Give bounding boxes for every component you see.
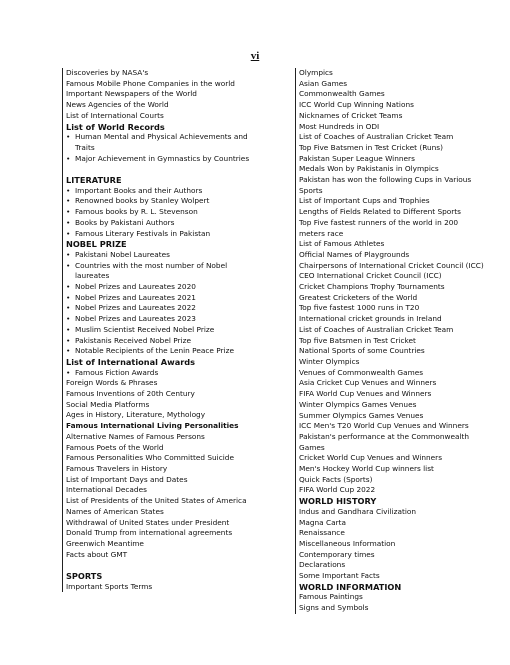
toc-entry: Venues of Commonwealth Games (299, 367, 424, 377)
page-number: vi (250, 50, 260, 62)
toc-entry: Names of American States (66, 506, 164, 516)
toc-entry: ICC World Cup Winning Nations (299, 100, 414, 110)
toc-entry: Donald Trump from international agreements (66, 528, 233, 538)
toc-bullet-entry: • Nobel Prizes and Laureates 2022 (66, 303, 280, 314)
section-heading: LITERATURE (66, 175, 122, 186)
toc-entry: Top five Batsmen in Test Cricket (299, 335, 416, 345)
toc-entry: Pakistan has won the following Cups in Various (299, 175, 472, 185)
toc-entry: News Agencies of the World (66, 100, 169, 110)
toc-entry: Miscellaneous Information (299, 538, 396, 548)
toc-entry: List of International Courts (66, 110, 164, 120)
toc-bullet-entry: • Renowned books by Stanley Wolpert (66, 196, 280, 207)
toc-entry: Famous Poets of the World (66, 442, 164, 452)
toc-entry: International cricket grounds in Ireland (299, 314, 442, 324)
toc-entry: International Decades (66, 485, 147, 495)
section-heading: NOBEL PRIZE (66, 239, 127, 250)
left-column (62, 68, 280, 592)
toc-entry: Asian Games (299, 78, 348, 88)
toc-entry: Withdrawal of United States under President (66, 517, 230, 527)
toc-entry: Quick Facts (Sports) (299, 474, 373, 484)
toc-entry: Lengths of Fields Related to Different Sports (299, 207, 462, 217)
spacer (66, 164, 280, 175)
toc-bullet-entry: • Pakistani Nobel Laureates (66, 250, 280, 261)
toc-entry: Important Sports Terms (66, 581, 153, 591)
toc-entry: Contemporary times (299, 549, 375, 559)
toc-entry: Summer Olympics Games Venues (299, 410, 424, 420)
toc-entry: Discoveries by NASA's (66, 68, 149, 77)
toc-entry: Top five fastest 1000 runs in T20 (299, 303, 420, 313)
section-heading: List of World Records (66, 121, 165, 132)
toc-bullet-entry: • Nobel Prizes and Laureates 2020 (66, 282, 280, 293)
toc-entry: Famous Personalities Who Committed Suicide (66, 453, 234, 463)
toc-entry: List of Presidents of the United States of America (66, 496, 247, 506)
toc-bullet-entry: • Famous books by R. L. Stevenson (66, 207, 280, 218)
toc-entry: Famous Paintings (299, 592, 363, 602)
toc-bullet-entry: • Countries with the most number of Nobel (66, 261, 280, 272)
toc-bullet-entry: • Notable Recipients of the Lenin Peace Prize (66, 346, 280, 357)
toc-entry: Greenwich Meantime (66, 538, 144, 548)
toc-entry: List of Coaches of Australian Cricket Team (299, 324, 454, 334)
toc-entry: FIFA World Cup 2022 (299, 485, 376, 495)
toc-entry: Pakistan Super League Winners (299, 153, 415, 163)
toc-entry: Olympics (299, 68, 333, 77)
toc-entry: Winter Olympics (299, 356, 360, 366)
toc-entry: Declarations (299, 560, 346, 570)
toc-entry: Social Media Platforms (66, 399, 150, 409)
toc-entry: ICC Men's T20 World Cup Venues and Winners (299, 421, 469, 431)
section-heading: WORLD HISTORY (299, 496, 377, 507)
toc-entry: Commonwealth Games (299, 89, 385, 99)
toc-entry: Greatest Cricketers of the World (299, 292, 418, 302)
section-heading: List of International Awards (66, 356, 195, 367)
toc-entry: Famous Inventions of 20th Century (66, 389, 195, 399)
toc-bullet-entry: • Important Books and their Authors (66, 186, 280, 197)
toc-entry: Important Newspapers of the World (66, 89, 197, 99)
toc-bullet-entry: • Famous Literary Festivals in Pakistan (66, 229, 280, 240)
toc-entry-continuation: Traits (75, 142, 95, 152)
toc-entry: Pakistan's performance at the Commonwealth (299, 431, 470, 441)
toc-entry: Famous International Living Personalities (66, 421, 239, 431)
toc-entry: Ages in History, Literature, Mythology (66, 410, 206, 420)
toc-entry: FIFA World Cup Venues and Winners (299, 389, 432, 399)
toc-entry: CEO International Cricket Council (ICC) (299, 271, 442, 281)
toc-entry: Games (299, 442, 325, 452)
toc-entry: Famous Mobile Phone Companies in the world (66, 78, 235, 88)
toc-entry: List of Important Cups and Trophies (299, 196, 430, 206)
toc-entry: Most Hundreds in ODI (299, 121, 380, 131)
toc-entry: List of Important Days and Dates (66, 474, 188, 484)
toc-entry: meters race (299, 228, 344, 238)
toc-bullet-entry: • Books by Pakistani Authors (66, 218, 280, 229)
toc-entry: Medals Won by Pakistanis in Olympics (299, 164, 439, 174)
toc-entry: Foreign Words & Phrases (66, 378, 158, 388)
toc-bullet-entry: • Nobel Prizes and Laureates 2023 (66, 314, 280, 325)
toc-entry: Cricket Champions Trophy Tournaments (299, 282, 445, 292)
section-heading: WORLD INFORMATION (299, 581, 402, 592)
toc-entry: Cricket World Cup Venues and Winners (299, 453, 443, 463)
toc-entry: National Sports of some Countries (299, 346, 425, 356)
toc-entry: Magna Carta (299, 517, 347, 527)
toc-entry: Alternative Names of Famous Persons (66, 431, 205, 441)
toc-entry: Signs and Symbols (299, 603, 369, 613)
toc-bullet-entry: • Pakistanis Received Nobel Prize (66, 336, 280, 347)
right-column (295, 68, 484, 614)
toc-entry-continuation: laureates (75, 271, 110, 281)
toc-bullet-entry: • Famous Fiction Awards (66, 368, 280, 379)
toc-entry: List of Famous Athletes (299, 239, 385, 249)
toc-entry: Renaissance (299, 528, 345, 538)
section-heading: SPORTS (66, 571, 103, 582)
toc-entry: Sports (299, 185, 323, 195)
toc-entry: Winter Olympics Games Venues (299, 399, 417, 409)
toc-entry: Asia Cricket Cup Venues and Winners (299, 378, 437, 388)
toc-bullet-entry: • Muslim Scientist Received Nobel Prize (66, 325, 280, 336)
toc-entry: Famous Travelers in History (66, 464, 168, 473)
toc-entry: Indus and Gandhara Civilization (299, 506, 417, 516)
toc-entry: Top Five Batsmen in Test Cricket (Runs) (299, 142, 443, 152)
toc-entry: Some Important Facts (299, 571, 380, 581)
spacer (66, 560, 280, 571)
toc-entry: List of Coaches of Australian Cricket Team (299, 132, 454, 142)
toc-entry: Top Five fastest runners of the world in 200 (299, 217, 459, 227)
toc-bullet-entry: • Nobel Prizes and Laureates 2021 (66, 293, 280, 304)
toc-bullet-entry: • Human Mental and Physical Achievements and (66, 132, 280, 143)
toc-entry: Men's Hockey World Cup winners list (299, 464, 434, 474)
toc-bullet-entry: • Major Achievement in Gymnastics by Countries (66, 154, 280, 165)
toc-entry: Nicknames of Cricket Teams (299, 110, 403, 120)
toc-entry: Official Names of Playgrounds (299, 249, 410, 259)
toc-entry: Facts about GMT (66, 549, 128, 559)
toc-entry: Chairpersons of International Cricket Council (ICC) (299, 260, 484, 270)
